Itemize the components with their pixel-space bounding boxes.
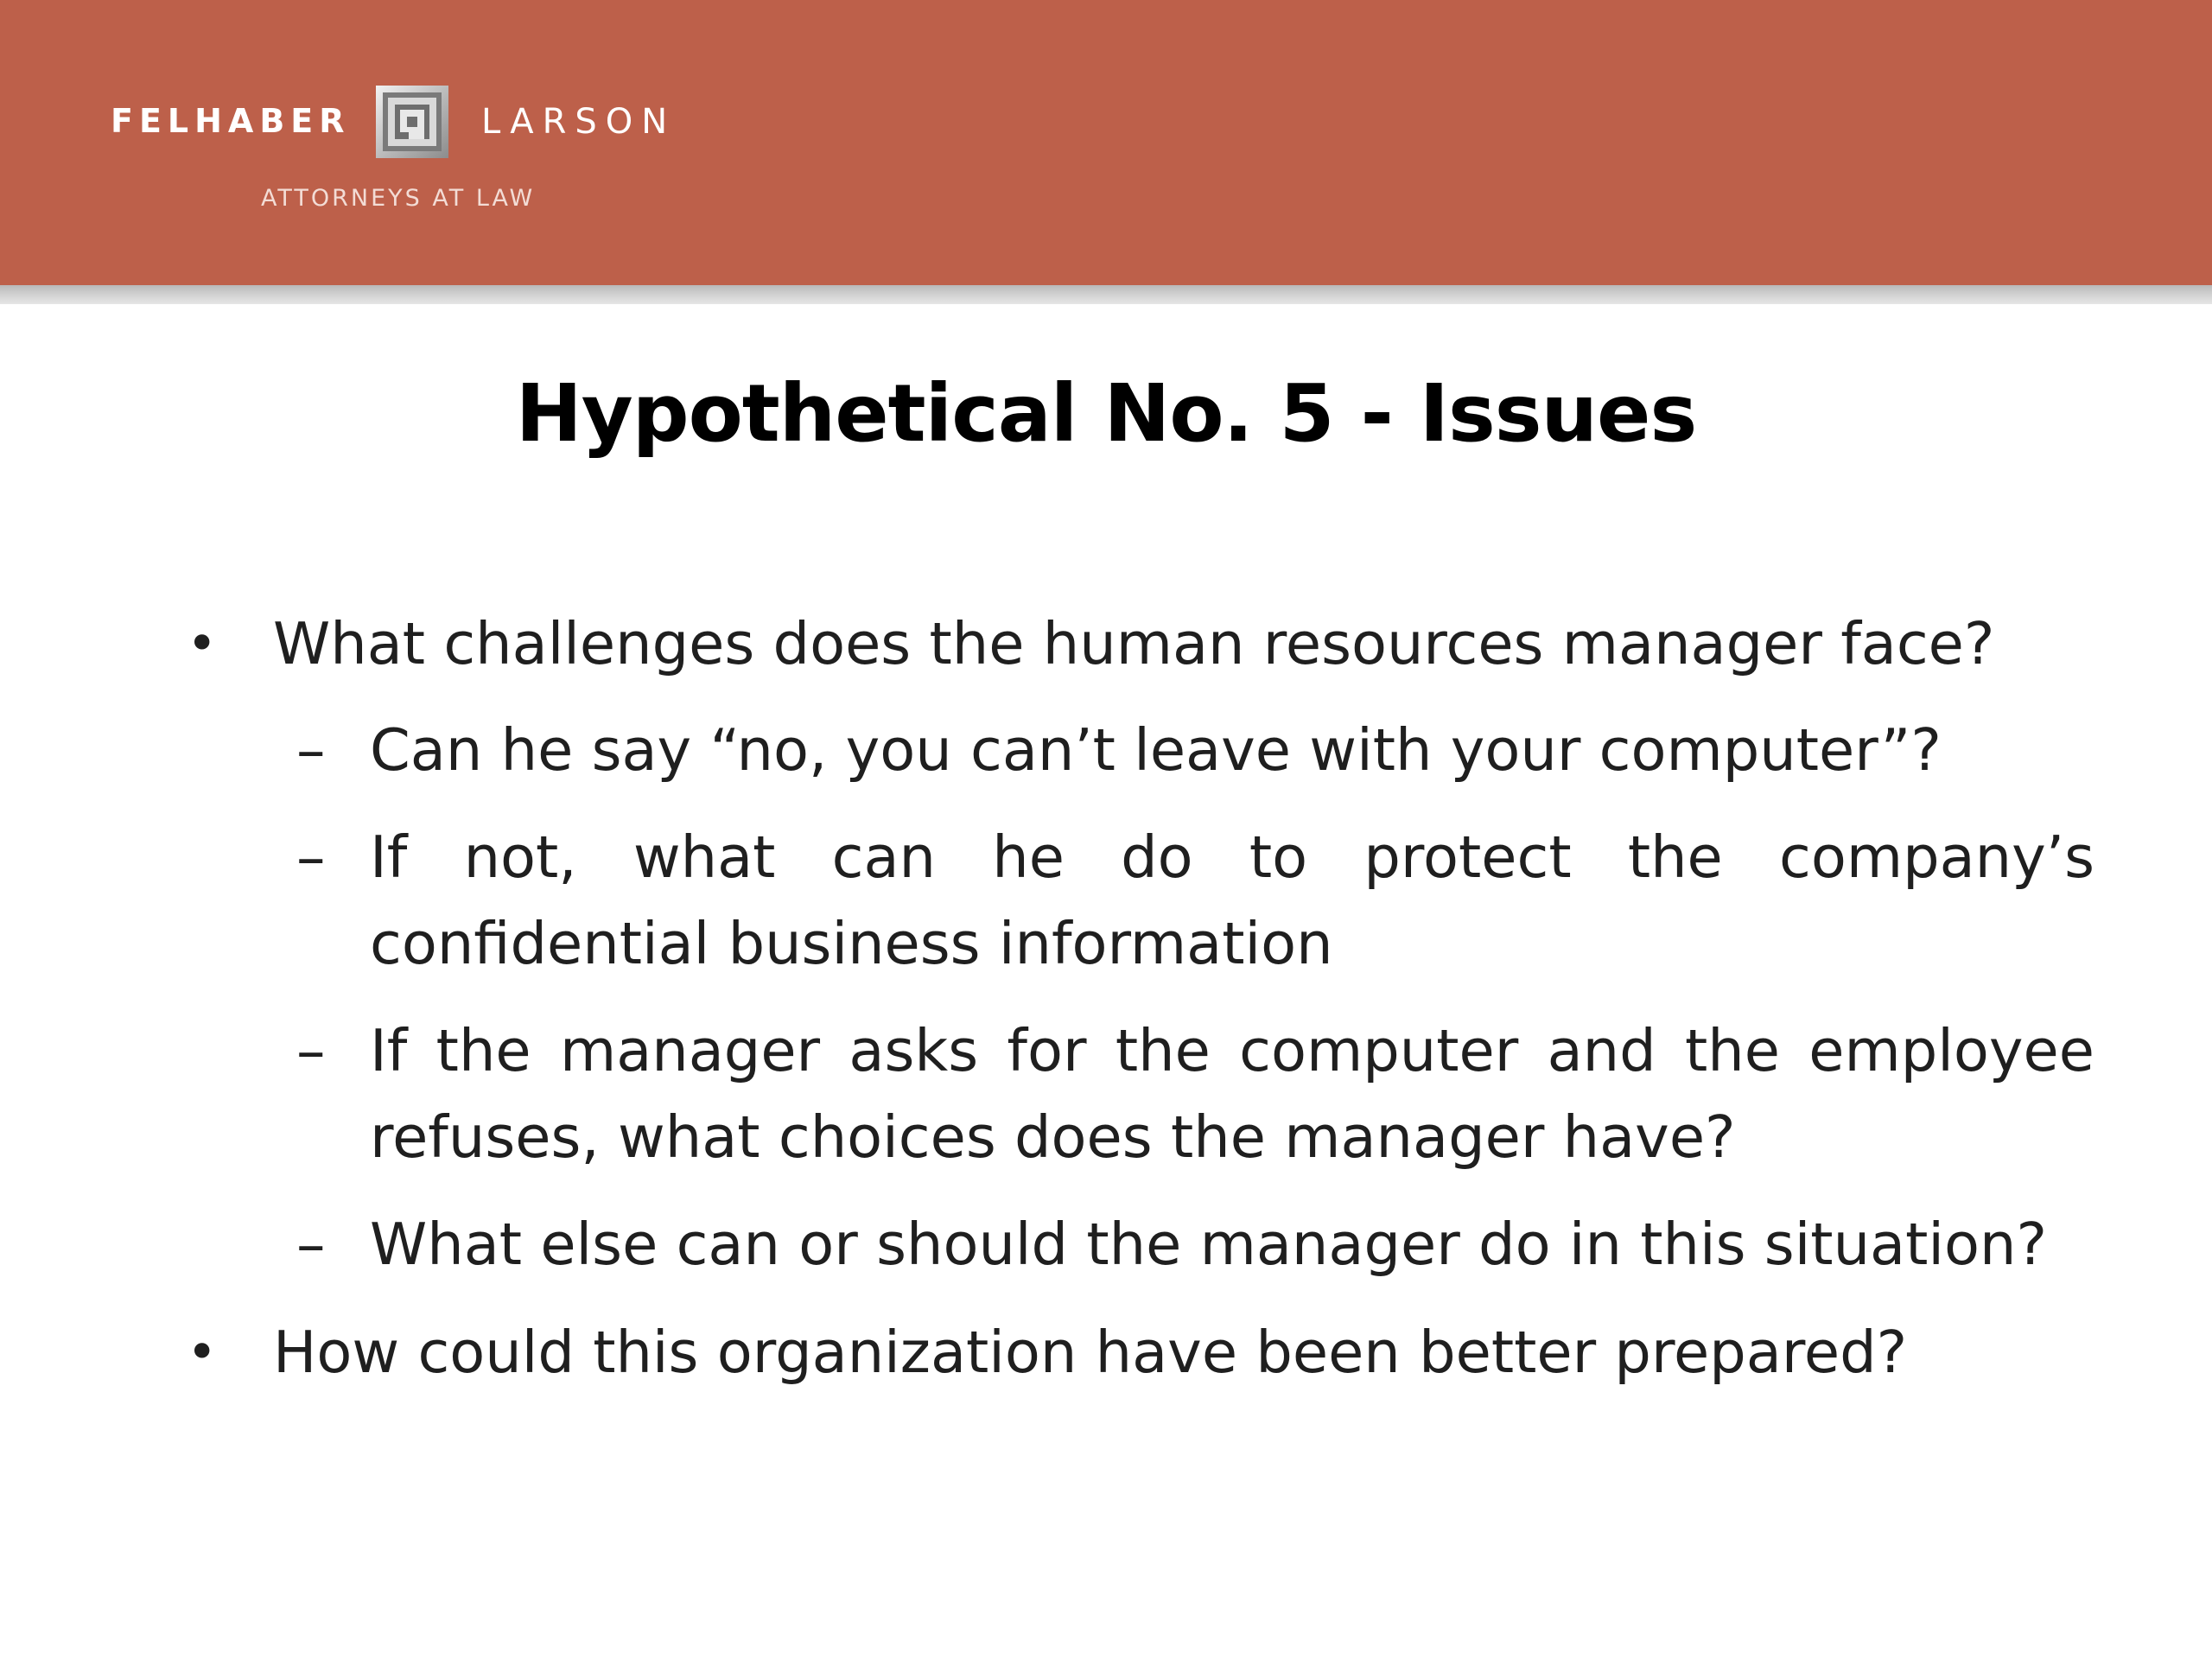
bullet-item: How could this organization have been better prepared?: [273, 1319, 1908, 1386]
brand-tagline: ATTORNEYS AT LAW: [261, 185, 536, 212]
sub-bullet-marker: –: [296, 1017, 326, 1084]
sub-bullet-marker: –: [296, 716, 326, 784]
brand-name-left: FELHABER: [111, 102, 351, 140]
bullet-marker: •: [187, 613, 218, 674]
bullet-item: What challenges does the human resources manager face?: [273, 610, 1995, 677]
sub-bullet-item: Can he say “no, you can’t leave with your computer”?: [370, 716, 1942, 784]
sub-bullet-item: If not, what can he do to protect the company’s confidential business information: [370, 823, 2094, 977]
slide-title: Hypothetical No. 5 - Issues: [515, 367, 1697, 460]
bullet-marker: •: [187, 1322, 218, 1382]
sub-bullet-item: What else can or should the manager do in this situation?: [370, 1211, 2048, 1278]
sub-bullet-item: If the manager asks for the computer and the employee refuses, what choices does the manager have?: [370, 1017, 2094, 1171]
sub-bullet-marker: –: [296, 1211, 326, 1278]
sub-bullet-marker: –: [296, 823, 326, 891]
brand-name-right: LARSON: [481, 102, 677, 142]
